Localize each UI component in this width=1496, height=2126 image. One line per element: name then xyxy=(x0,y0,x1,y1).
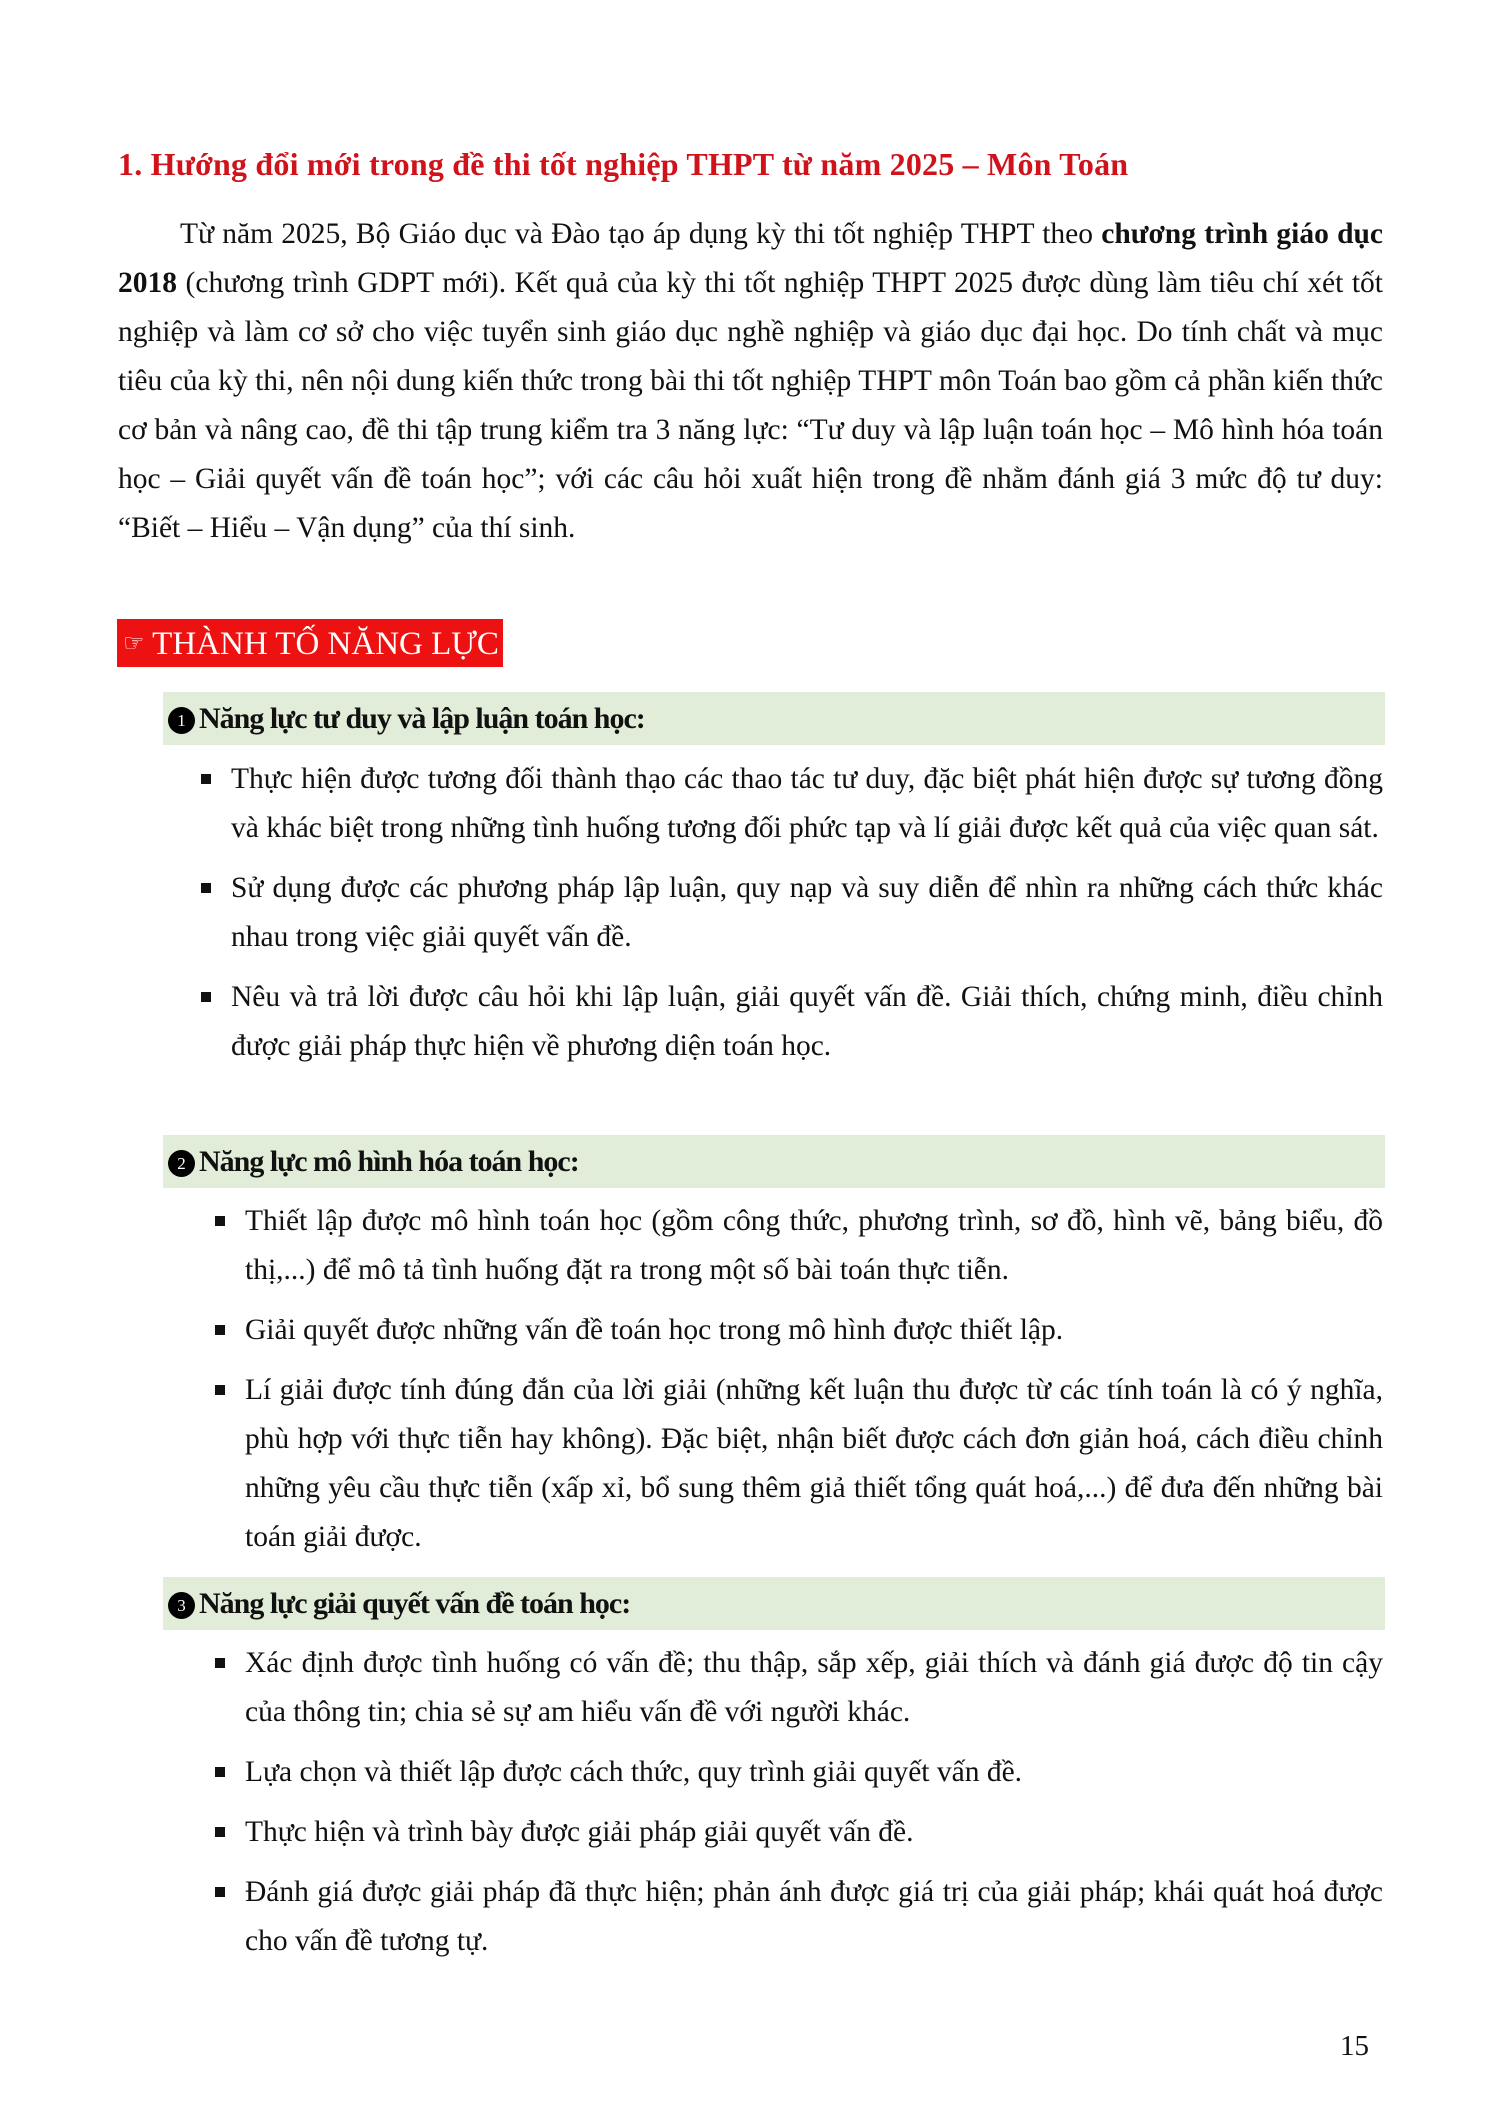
square-bullet-icon xyxy=(215,1827,225,1837)
square-bullet-icon xyxy=(215,1658,225,1668)
number-badge-icon: 1 xyxy=(168,707,195,734)
section-title: 1. Hướng đổi mới trong đề thi tốt nghiệp THPT từ năm 2025 – Môn Toán xyxy=(118,146,1129,182)
list-item xyxy=(245,1748,1383,1797)
item-text: Giải quyết được những vấn đề toán học trong mô hình được thiết lập. xyxy=(245,1314,1064,1346)
square-bullet-icon xyxy=(215,1325,225,1335)
square-bullet-icon xyxy=(215,1385,225,1395)
square-bullet-icon xyxy=(201,992,211,1002)
item-text: Sử dụng được các phương pháp lập luận, quy nạp và suy diễn để nhìn ra những cách thức khác nhau trong việc giải quyết vấn đề. xyxy=(231,872,1383,953)
number-badge-icon: 3 xyxy=(168,1592,195,1619)
square-bullet-icon xyxy=(215,1767,225,1777)
heading-text: Năng lực mô hình hóa toán học: xyxy=(199,1145,579,1178)
item-text: Thiết lập được mô hình toán học (gồm công thức, phương trình, sơ đồ, hình vẽ, bảng biểu, đồ thị,...) để mô tả tình huống đặt ra trong một số bài toán thực tiễn. xyxy=(245,1205,1383,1286)
pointing-hand-icon: ☞ xyxy=(123,631,145,657)
square-bullet-icon xyxy=(201,774,211,784)
intro-text-2: (chương trình GDPT mới). Kết quả của kỳ thi tốt nghiệp THPT 2025 được dùng làm tiêu chí xét tốt nghiệp và làm cơ sở cho việc tuyển sinh giáo dục nghề nghiệp và giáo dục đại học. Do tính chất và mục tiêu của kỳ thi, nên nội dung kiến thức trong bài thi tốt nghiệp THPT môn Toán bao gồm cả phần kiến thức cơ bản và nâng cao, đề thi tập trung kiểm tra 3 năng lực: “Tư duy và lập luận toán học – Mô hình hóa toán học – Giải quyết vấn đề toán học”; với các câu hỏi xuất hiện trong đề nhằm đánh giá 3 mức độ tư duy: “Biết – Hiểu – Vận dụng” của thí sinh. xyxy=(118,267,1383,544)
intro-text-1: Từ năm 2025, Bộ Giáo dục và Đào tạo áp dụng kỳ thi tốt nghiệp THPT theo xyxy=(180,218,1102,250)
list-item xyxy=(245,1639,1383,1737)
item-text: Thực hiện và trình bày được giải pháp giải quyết vấn đề. xyxy=(245,1816,914,1848)
competency-list-3 xyxy=(245,1639,1383,1977)
item-text: Đánh giá được giải pháp đã thực hiện; phản ánh được giá trị của giải pháp; khái quát hoá được cho vấn đề tương tự. xyxy=(245,1876,1383,1957)
square-bullet-icon xyxy=(201,883,211,893)
page-number: 15 xyxy=(1340,2030,1369,2062)
list-item xyxy=(245,1366,1383,1562)
section-label: THÀNH TỐ NĂNG LỰC xyxy=(152,626,499,662)
list-item xyxy=(245,1306,1383,1355)
square-bullet-icon xyxy=(215,1216,225,1226)
square-bullet-icon xyxy=(215,1887,225,1897)
competency-heading-3 xyxy=(163,1577,1385,1630)
list-item xyxy=(245,1868,1383,1966)
item-text: Lựa chọn và thiết lập được cách thức, quy trình giải quyết vấn đề. xyxy=(245,1756,1023,1788)
competency-heading-1 xyxy=(163,692,1385,745)
number-badge-icon: 2 xyxy=(168,1150,195,1177)
intro-bold: chương trình giáo dục 2018 xyxy=(118,218,1383,299)
heading-text: Năng lực giải quyết vấn đề toán học: xyxy=(199,1587,631,1620)
list-item xyxy=(231,864,1383,962)
list-item xyxy=(245,1197,1383,1295)
intro-paragraph xyxy=(118,210,1383,553)
competency-list-2 xyxy=(245,1197,1383,1573)
competency-list-1 xyxy=(231,755,1383,1082)
item-text: Nêu và trả lời được câu hỏi khi lập luận, giải quyết vấn đề. Giải thích, chứng minh, điều chỉnh được giải pháp thực hiện về phương diện toán học. xyxy=(231,981,1383,1062)
section-label-banner xyxy=(117,619,503,667)
heading-text: Năng lực tư duy và lập luận toán học: xyxy=(199,702,645,735)
item-text: Thực hiện được tương đối thành thạo các thao tác tư duy, đặc biệt phát hiện được sự tương đồng và khác biệt trong những tình huống tương đối phức tạp và lí giải được kết quả của việc quan sát. xyxy=(231,763,1383,844)
competency-heading-2 xyxy=(163,1135,1385,1188)
item-text: Lí giải được tính đúng đắn của lời giải (những kết luận thu được từ các tính toán là có ý nghĩa, phù hợp với thực tiễn hay không). Đặc biệt, nhận biết được cách đơn giản hoá, cách điều chỉnh những yêu cầu thực tiễn (xấp xỉ, bổ sung thêm giả thiết tổng quát hoá,...) để đưa đến những bài toán giải được. xyxy=(245,1374,1383,1553)
list-item xyxy=(231,973,1383,1071)
item-text: Xác định được tình huống có vấn đề; thu thập, sắp xếp, giải thích và đánh giá được độ tin cậy của thông tin; chia sẻ sự am hiểu vấn đề với người khác. xyxy=(245,1647,1383,1728)
list-item xyxy=(231,755,1383,853)
list-item xyxy=(245,1808,1383,1857)
